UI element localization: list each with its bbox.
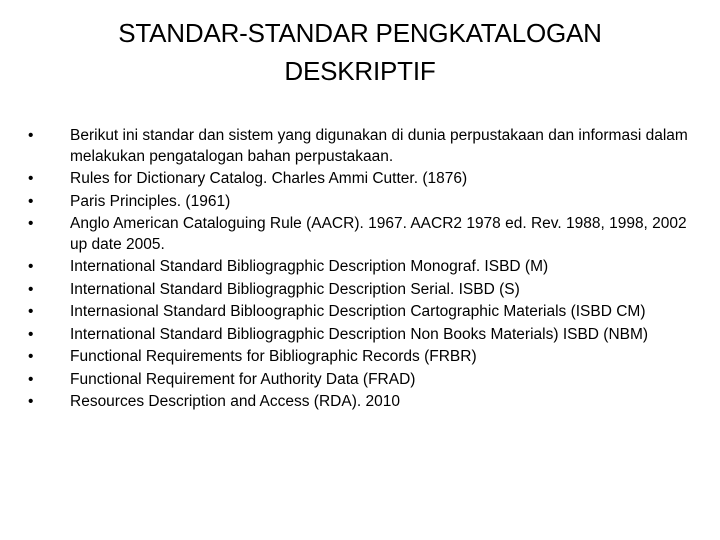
- bullet-dot-icon: •: [28, 280, 34, 298]
- slide-title-line-2: DESKRIPTIF: [284, 56, 436, 86]
- bullet-text: International Standard Bibliogragphic Description Serial. ISBD (S): [70, 280, 520, 298]
- bullet-dot-icon: •: [28, 127, 34, 144]
- bullet-text: Functional Requirement for Authority Data (FRAD): [70, 370, 416, 388]
- bullet-text: International Standard Bibliogragphic Description Monograf. ISBD (M): [70, 258, 549, 275]
- bullet-dot-icon: •: [28, 393, 34, 410]
- bullet-item-frbr: [28, 347, 692, 368]
- bullet-dot-icon: •: [28, 258, 34, 275]
- slide-title: [60, 14, 660, 90]
- bullet-text: Internasional Standard Bibloographic Description Cartographic Materials (ISBD CM): [70, 303, 646, 320]
- bullet-dot-icon: •: [28, 303, 34, 320]
- bullet-item-isbd-cm: [28, 302, 692, 323]
- bullet-dot-icon: •: [28, 348, 34, 365]
- bullet-text: Berikut ini standar dan sistem yang digunakan di dunia perpustakaan dan informasi dalam melakukan pengatalogan bahan perpustakaan.: [70, 127, 688, 165]
- bullet-text: Resources Description and Access (RDA). 2010: [70, 393, 400, 410]
- bullet-item-isbd-s: [28, 280, 692, 301]
- bullet-dot-icon: •: [28, 170, 34, 187]
- bullet-item-isbd-m: [28, 257, 692, 278]
- bullet-dot-icon: •: [28, 370, 34, 388]
- bullet-text: Functional Requirements for Bibliographic Records (FRBR): [70, 348, 477, 365]
- bullet-text: Rules for Dictionary Catalog. Charles Ammi Cutter. (1876): [70, 170, 468, 187]
- bullet-list: [28, 126, 692, 415]
- bullet-dot-icon: •: [28, 215, 34, 232]
- bullet-text: Anglo American Cataloguing Rule (AACR). 1967. AACR2 1978 ed. Rev. 1988, 1998, 2002 up date 2005.: [70, 215, 687, 253]
- bullet-dot-icon: •: [28, 325, 34, 343]
- bullet-text: Paris Principles. (1961): [70, 192, 231, 210]
- bullet-item-rda: [28, 392, 692, 413]
- bullet-item-intro: [28, 126, 692, 167]
- bullet-item-paris-principles: [28, 192, 692, 213]
- bullet-text: International Standard Bibliogragphic Description Non Books Materials) ISBD (NBM): [70, 325, 649, 343]
- bullet-item-frad: [28, 370, 692, 391]
- slide-title-line-1: STANDAR-STANDAR PENGKATALOGAN: [118, 18, 602, 48]
- bullet-item-cutter: [28, 169, 692, 190]
- bullet-item-aacr: [28, 214, 692, 255]
- bullet-item-isbd-nbm: [28, 325, 692, 346]
- bullet-dot-icon: •: [28, 192, 34, 210]
